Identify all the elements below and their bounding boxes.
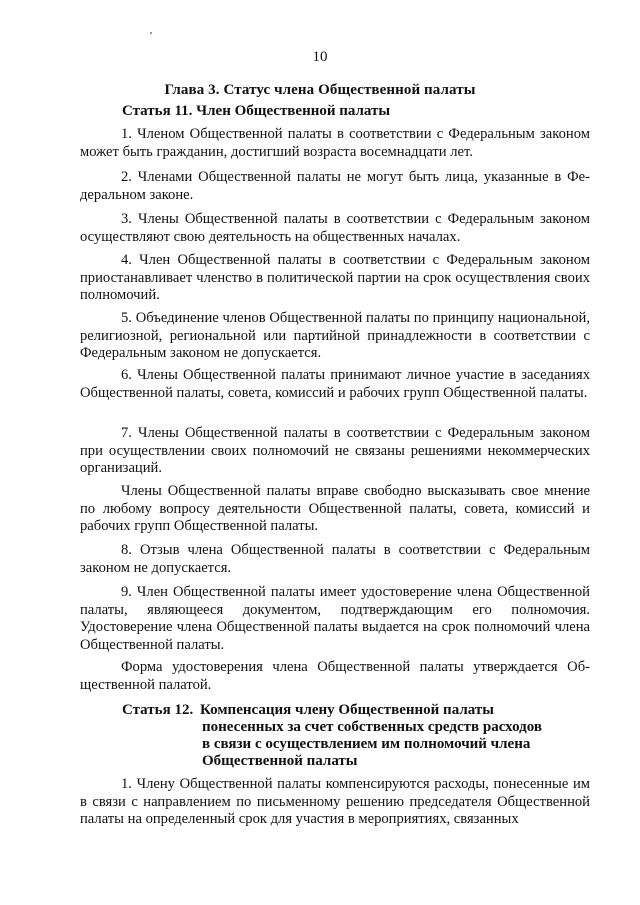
article-12-title-line-1: Статья 12. Компенсация члену Общественной палаты bbox=[122, 702, 494, 718]
page-number: 10 bbox=[312, 49, 328, 65]
article-11-title: Статья 11. Член Общественной палаты bbox=[122, 103, 391, 119]
paragraph-8: 8. Отзыв члена Общественной палаты в соответствии с Федеральным законом не допускается. bbox=[80, 542, 590, 576]
article-12-paragraph-1: 1. Члену Общественной палаты компенсируются расходы, понесенные им в связи с направлением по письменному решению председателя Общественной палаты на определенный срок для участия в мероприятиях, связанных bbox=[80, 776, 590, 827]
paragraph-2: 2. Членами Общественной палаты не могут быть лица, указанные в Федеральном законе. bbox=[80, 169, 590, 203]
chapter-title: Глава 3. Статус члена Общественной палаты bbox=[164, 82, 476, 98]
paragraph-1: 1. Членом Общественной палаты в соответствии с Федеральным законом может быть гражданин, достигший возраста восемнадцати лет. bbox=[80, 126, 590, 160]
article-12-title bbox=[122, 702, 562, 770]
scan-speck bbox=[150, 32, 152, 34]
paragraph-6: 6. Члены Общественной палаты принимают личное участие в заседаниях Общественной палаты, совета, комиссий и рабочих групп Общественной палаты. bbox=[80, 367, 590, 401]
paragraph-4: 4. Член Общественной палаты в соответствии с Федеральным законом приостанавливает членство в политической партии на срок осуществления своих полномочий. bbox=[80, 252, 590, 303]
paragraph-7: 7. Члены Общественной палаты в соответствии с Федеральным законом при осуществлении своих полномочий не связаны решениями некоммерческих организаций. bbox=[80, 425, 590, 476]
article-12-title-line-3: в связи с осуществлением им полномочий члена bbox=[202, 736, 531, 752]
paragraph-5: 5. Объединение членов Общественной палаты по принципу национальной, религиозной, региональной или партийной принадлежности в соответствии с Федеральным законом не допускается. bbox=[80, 310, 590, 361]
article-12-number: Статья 12. bbox=[122, 702, 194, 718]
article-12-title-line-2: понесенных за счет собственных средств расходов bbox=[202, 719, 542, 735]
paragraph-3: 3. Члены Общественной палаты в соответствии с Федеральным законом осуществляют свою деятельность на общественных началах. bbox=[80, 211, 590, 245]
paragraph-9-form: Форма удостоверения члена Общественной палаты утверждается Общественной палатой. bbox=[80, 659, 590, 693]
article-12-title-line-4: Общественной палаты bbox=[202, 753, 358, 769]
paragraph-9: 9. Член Общественной палаты имеет удостоверение члена Общественной палаты, являющееся документом, подтверждающим его полномочия. Удостоверение члена Общественной палаты выдается на срок полномочий члена Общественной палаты. bbox=[80, 584, 590, 653]
paragraph-7-continued: Члены Общественной палаты вправе свободно высказывать свое мнение по любому вопросу деятельности Общественной палаты, совета, комиссий и рабочих групп Общественной палаты. bbox=[80, 483, 590, 534]
